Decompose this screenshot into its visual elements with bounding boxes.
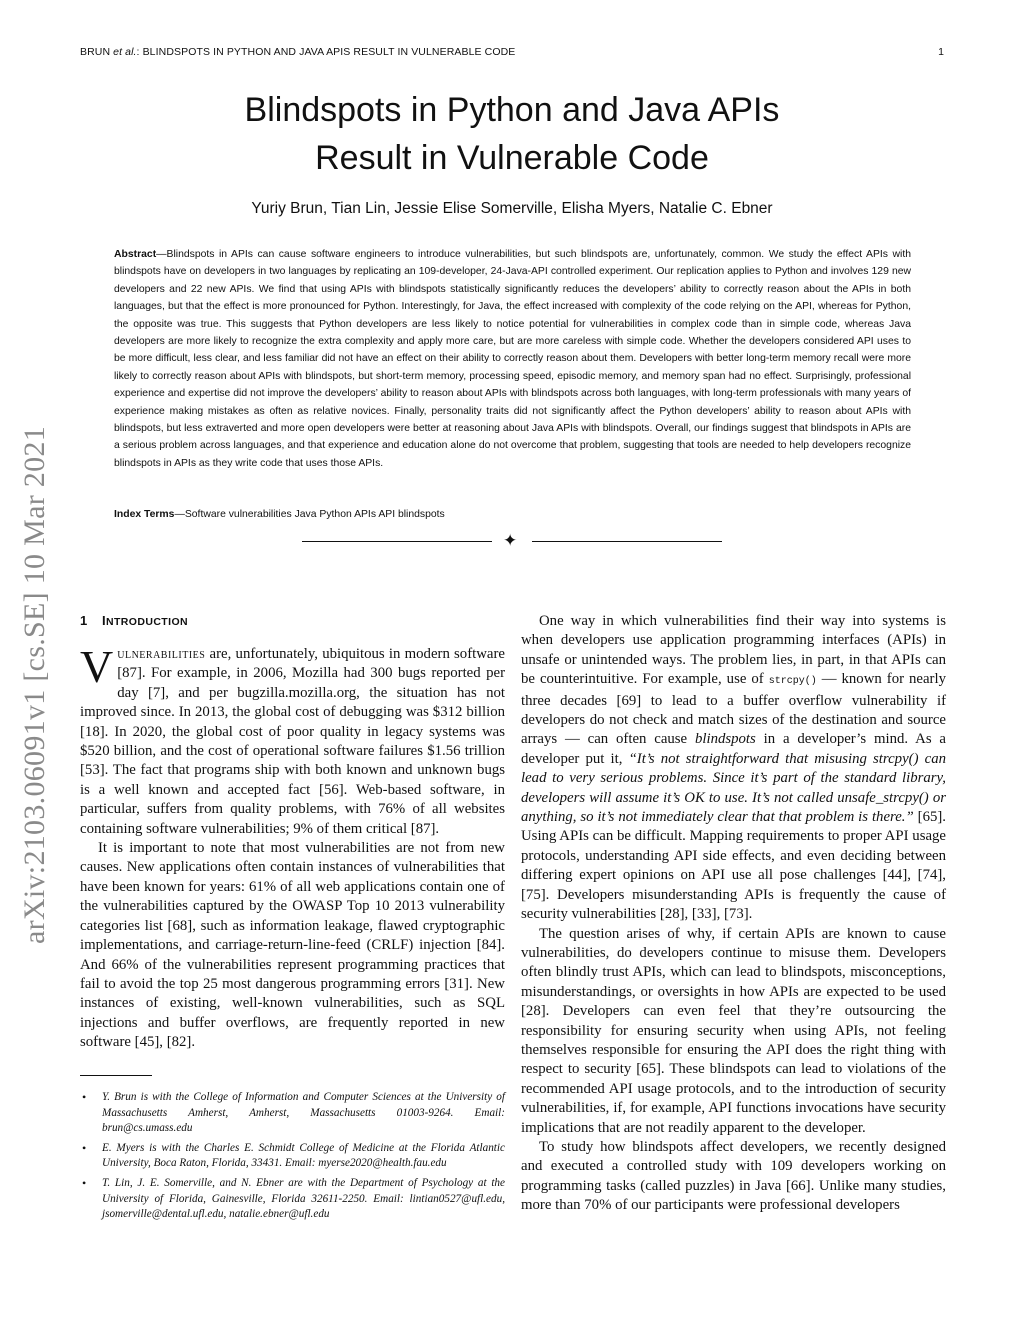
title-line-2: Result in Vulnerable Code <box>315 139 709 177</box>
intro-paragraph-1-text: are, unfortunately, ubiquitous in modern software [87]. For example, in 2006, Mozilla had 300 bugs reported per day [7], and per bugzilla.mozilla.org, the situation has not improved since. In 2013, the global cost of debugging was $312 billion [18]. In 2020, the global cost of poor quality in legacy systems was $520 billion, and the cost of operational software failures $1.56 trillion [53]. The fact that programs ship with both known and unknown bugs is a well known and accepted fact [56]. Web-based software, in particular, suffers from quality problems, with 76% of all websites containing software vulnerabilities; 9% of them critical [87]. <box>80 646 505 837</box>
inline-code-strcpy: strcpy() <box>768 676 817 688</box>
paper-title <box>0 86 1024 182</box>
developer-quote: “It’s not straightforward that misusing strcpy() can lead to very serious problems. Since it’s part of the standard library, developers will assume it’s OK to use. It’s not called unsafe_strcpy() or anything, so it’s not immediately clear that that problem is there.” <box>521 750 947 826</box>
section-heading <box>80 612 505 631</box>
footnote-rule <box>80 1075 152 1076</box>
para-text: [65]. Using APIs can be difficult. Mapping requirements to proper API usage protocols, understanding API side effects, and even deciding between differing expert opinions on API use all pose challenges [44], [74], [75]. Developers misunderstanding APIs is frequently the cause of security vulnerabilities [28], [33], [73]. <box>521 809 946 923</box>
section-separator <box>302 532 722 552</box>
intro-paragraph-3 <box>521 612 946 925</box>
intro-paragraph-1 <box>80 641 505 839</box>
abstract <box>114 246 911 472</box>
footnote-item: • Y. Brun is with the College of Information and Computer Sciences at the University of Massachusetts Amherst, Amherst, Massachusetts 01003-9264. Email: brun@cs.umass.edu <box>80 1090 505 1137</box>
separator-diamond-icon: ✦ <box>503 531 518 550</box>
section-title-rest: NTRODUCTION <box>106 616 188 628</box>
running-head-prefix: BRUN <box>80 46 114 58</box>
index-terms <box>114 509 445 520</box>
abstract-label: Abstract <box>114 249 157 260</box>
left-column <box>80 612 505 1053</box>
running-head-suffix: : BLINDSPOTS IN PYTHON AND JAVA APIS RESULT IN VULNERABLE CODE <box>136 46 516 58</box>
arxiv-stamp: arXiv:2103.06091v1 [cs.SE] 10 Mar 2021 <box>18 425 51 944</box>
title-line-1: Blindspots in Python and Java APIs <box>244 91 780 129</box>
intro-lead-smallcaps: ulnerabilities <box>117 646 206 662</box>
abstract-text: —Blindspots in APIs can cause software engineers to introduce vulnerabilities, but such blindspots are, unfortunately, common. We study the effect APIs with blindspots have on developers in two languages by replicating an 109-developer, 24-Java-API controlled experiment. Our replication applies to Python and involves 129 new developers and 22 new APIs. We find that using APIs with blindspots statistically significantly reduces the developers’ ability to correctly reason about the APIs in both languages, but that the effect is more pronounced for Python. Interestingly, for Java, the effect increased with complexity of the code relying on the API, whereas for Python, the opposite was true. This suggests that Python developers are less likely to notice potential for vulnerabilities in complex code than in simple code, whereas Java developers are more likely to recognize the extra complexity and apply more care, but are more careless with simple code. Whether the developers considered API uses to be more difficult, less clear, and less familiar did not have an effect on their ability to correctly reason about them. Developers with better long-term memory recall were more likely to correctly reason about APIs with blindspots, but short-term memory, processing speed, episodic memory, and memory span had no effect. Surprisingly, professional experience and expertise did not improve the developers’ ability to reason about APIs with blindspots across both languages, with long-term professionals with many years of experience making mistakes as often as relative novices. Finally, personality traits did not significantly affect the Python developers’ ability to reason about APIs with blindspots, but less extraverted and more open developers were better at reasoning about Java APIs with blindspots. Overall, our findings suggest that blindspots in APIs are a serious problem across languages, and that experience and education alone do not overcome that problem, suggesting that tools are needed to help developers recognize blindspots in APIs as they write code that uses those APIs. <box>114 249 911 469</box>
affiliation-footnotes <box>80 1090 505 1227</box>
index-terms-text: —Software vulnerabilities Java Python APIs API blindspots <box>174 509 445 520</box>
intro-paragraph-2: It is important to note that most vulnerabilities are not from new causes. New applications often contain instances of vulnerabilities that have been known for years: 61% of all web applications contain one of the vulnerabilities captured by the OWASP Top 10 2013 vulnerability categories list [68], such as information leakage, flawed cryptographic implementations, and carriage-return-line-feed (CRLF) injection [84]. And 66% of the vulnerabilities represent programming practices that fail to avoid the top 25 most dangerous programming errors [31]. New instances of existing, well-known vulnerabilities, such as SQL injections and buffer overflows, are frequently reported in new software [45], [82]. <box>80 840 505 1051</box>
section-number: 1 <box>80 613 88 628</box>
running-head <box>80 46 515 58</box>
separator-line-right <box>532 541 722 542</box>
separator-line-left <box>302 541 492 542</box>
intro-paragraph-5: To study how blindspots affect developers, we recently designed and executed a controlled study with 109 developers working on programming tasks (called puzzles) in Java [66]. Unlike many studies, more than 70% of our participants were professional developers <box>521 1138 946 1214</box>
section-title-initial: I <box>102 613 107 628</box>
footnote-item: • T. Lin, J. E. Somerville, and N. Ebner are with the Department of Psychology at the University of Florida, Gainesville, Florida 32611-2250. Email: lintian0527@ufl.edu, jsomerville@dental.ufl.edu, natalie.ebner@ufl.edu <box>80 1176 505 1223</box>
intro-paragraph-4: The question arises of why, if certain APIs are known to cause vulnerabilities, do developers continue to misuse them. Developers often blindly trust APIs, which can lead to blindspots, misconceptions, misunderstandings, or oversights in how APIs are expected to be used [28]. Developers can even feel that they’re outsourcing the responsibility for ensuring security when using APIs, not feeling themselves responsible for ensuring the API does the right thing with respect to security [65]. These blindspots can lead to violations of the recommended API usage protocols, and to the introduction of security vulnerabilities, if, for example, API functions invocations have security implications that are not readily apparent to the developer. <box>521 925 946 1136</box>
page-number: 1 <box>938 46 944 58</box>
author-list: Yuriy Brun, Tian Lin, Jessie Elise Somerville, Elisha Myers, Natalie C. Ebner <box>251 200 773 217</box>
drop-cap: V <box>80 641 114 692</box>
para-text: in a developer’s mind. As a developer put it, <box>521 731 946 767</box>
right-column <box>521 612 946 1216</box>
footnote-item: • E. Myers is with the Charles E. Schmidt College of Medicine at the Florida Atlantic University, Boca Raton, Florida, 33431. Email: myerse2020@health.fau.edu <box>80 1141 505 1172</box>
emphasis-blindspots: blindspots <box>694 731 756 748</box>
index-terms-label: Index Terms <box>114 509 175 520</box>
para-text: One way in which vulnerabilities find their way into systems is when developers use application programming interfaces (APIs) in unsafe or unintended ways. The problem lies, in part, in that APIs can be counterintuitive. For example, use of <box>521 613 946 688</box>
para-text: — known for nearly three decades [69] to lead to a buffer overflow vulnerability if developers do not check and match sizes of the destination and source arrays — can often cause <box>521 671 946 748</box>
running-head-et-al: et al. <box>113 46 137 58</box>
